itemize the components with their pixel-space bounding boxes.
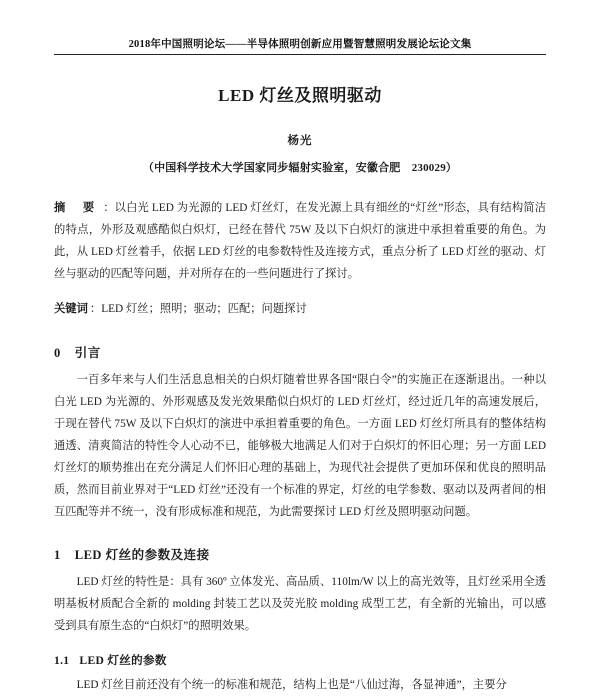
keywords-text: ：LED 灯丝；照明；驱动；匹配；问题探讨 <box>89 303 307 316</box>
abstract-label: 摘 要 <box>54 202 98 214</box>
subsection-heading-1-1 <box>54 652 546 668</box>
section-1-paragraph-0: LED 灯丝的特性是：具有 360º 立体发光、高品质、110lm/W 以上的高光效等，且灯丝采用全透明基板材质配合全新的 molding 封装工艺以及荧光胶 molding 成型工艺，有全新的光输出，可以感受到具有原生态的“白炽灯”的照明效果。 <box>54 575 546 632</box>
section-title-1: LED 灯丝的参数及连接 <box>74 547 210 562</box>
subsection-number-1-1: 1.1 <box>54 653 70 667</box>
section-number-1: 1 <box>54 547 61 562</box>
author-name: 杨光 <box>287 135 313 147</box>
keywords-label: 关键词 <box>54 303 88 316</box>
subsection-title-1-1: LED 灯丝的参数 <box>79 653 167 667</box>
abstract-block <box>54 197 546 285</box>
section-heading-0 <box>54 343 546 361</box>
section-0-paragraph-0: 一百多年来与人们生活息息相关的白炽灯随着世界各国“限白令”的实施正在逐渐退出。一种以白光 LED 为光源的、外形观感及发光效果酷似白炽灯的 LED 灯丝灯，经过近几年的高速发展后，于现在替代 75W 及以下白炽灯的演进中承担着重要的角色。一方面 LED 灯丝灯所具有的整体结构通透、清爽简洁的特性令人心动不已，能够极大地满足人们对于白炽灯的怀旧心理；另一方面 LED 灯丝灯的顺势推出在充分满足人们怀旧心理的基础上，为现代社会提供了更加环保和优良的照明品质，然而目前业界对于“LED 灯丝”还没有一个标准的界定，灯丝的电学参数、驱动以及两者间的相互匹配等并不统一，没有形成标准和规范，为此需要探讨 LED 灯丝及照明驱动问题。 <box>54 373 546 518</box>
author-affiliation: （中国科学技术大学国家同步辐射实验室，安徽合肥 230029） <box>142 162 458 174</box>
subsection-1-1-paragraph-0: LED 灯丝目前还没有个统一的标准和规范，结构上也是“八仙过海，各显神通”，主要分 <box>76 678 507 691</box>
section-number-0: 0 <box>54 345 61 360</box>
header-divider <box>54 54 546 55</box>
page-title: LED 灯丝及照明驱动 <box>218 86 382 105</box>
running-head: 2018年中国照明论坛——半导体照明创新应用暨智慧照明发展论坛论文集 <box>128 39 472 50</box>
keywords-block <box>54 299 546 320</box>
section-heading-1 <box>54 545 546 563</box>
abstract-text: ：以白光 LED 为光源的 LED 灯丝灯，在发光源上具有细丝的“灯丝”形态，具有结构简洁的特点，外形及观感酷似白炽灯，已经在替代 75W 及以下白炽灯的演进中承担着重要的角色。为此，从 LED 灯丝着手，依据 LED 灯丝的电参数特性及连接方式，重点分析了 LED 灯丝的驱动、灯丝与驱动的匹配等问题，并对所存在的一些问题进行了探讨。 <box>54 202 546 281</box>
section-title-0: 引言 <box>74 345 101 360</box>
